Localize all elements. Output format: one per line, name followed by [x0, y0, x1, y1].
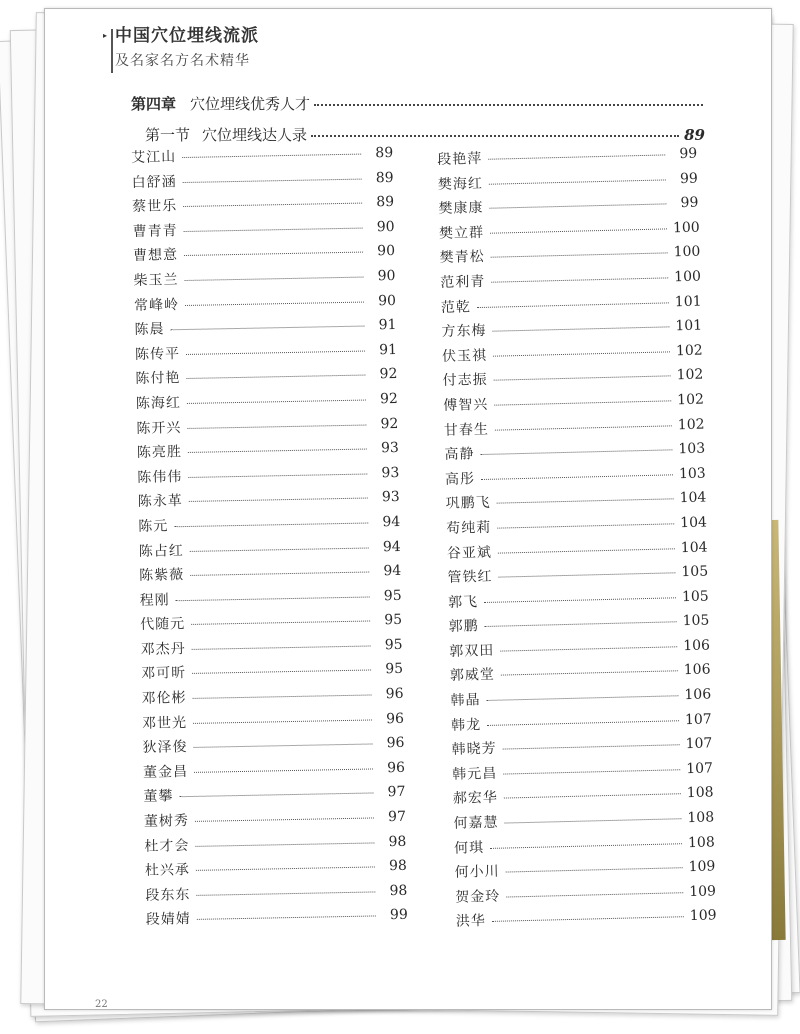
leader-dots [487, 720, 679, 726]
entry-name: 董树秀 [143, 813, 190, 830]
entry-page-number: 104 [680, 539, 708, 556]
leader-dots [193, 719, 372, 723]
leader-dots [192, 645, 371, 649]
entry-name: 陈晨 [134, 321, 165, 339]
entry-name: 傅智兴 [443, 396, 489, 414]
chapter-label: 第四章 [131, 95, 177, 113]
entry-name: 邓杰丹 [140, 640, 186, 658]
entry-name: 郭鹏 [448, 618, 479, 636]
entry-page-number: 97 [387, 808, 407, 826]
leader-dots [188, 473, 367, 477]
entry-name: 方东梅 [441, 323, 487, 341]
entry-name: 韩龙 [450, 716, 482, 734]
entry-name: 范乾 [440, 298, 472, 316]
leader-dots [183, 203, 362, 207]
leader-dots [176, 596, 370, 601]
entry-name: 甘春生 [443, 421, 490, 439]
entry-page-number: 103 [678, 465, 706, 482]
entry-page-number: 89 [375, 169, 394, 186]
entry-page-number: 103 [678, 440, 706, 458]
leader-dots [506, 892, 683, 897]
leader-dots [311, 135, 679, 137]
entry-name: 何小川 [454, 863, 500, 882]
leader-dots [489, 179, 666, 184]
leader-dots [187, 399, 366, 403]
entry-page-number: 98 [388, 833, 407, 850]
entry-page-number: 92 [379, 390, 399, 408]
chapter-title: 穴位埋线优秀人才 [190, 95, 311, 113]
entry-name: 邓世光 [141, 714, 188, 732]
entry-page-number: 93 [381, 489, 400, 506]
entry-page-number: 108 [687, 834, 715, 851]
leader-dots [481, 474, 673, 480]
entry-page-number: 98 [388, 858, 408, 875]
entry-name: 巩鹏飞 [445, 495, 491, 513]
entry-name: 韩元昌 [452, 765, 498, 783]
entry-name: 柴玉兰 [133, 272, 179, 289]
entry-name: 蔡世乐 [132, 198, 178, 216]
leader-dots [171, 326, 365, 331]
entry-name: 何琪 [453, 839, 485, 857]
entry-page-number: 96 [386, 735, 405, 752]
leader-dots [191, 621, 370, 625]
entry-name: 段东东 [145, 886, 191, 904]
entry-name: 郝宏华 [452, 790, 499, 808]
entry-page-number: 105 [681, 563, 709, 581]
entry-name: 陈开兴 [136, 419, 182, 437]
entry-page-number: 93 [380, 440, 399, 457]
entry-name: 苟纯莉 [446, 519, 492, 537]
leader-dots [498, 572, 675, 577]
leader-dots [506, 867, 683, 872]
entry-page-number: 96 [386, 710, 405, 727]
entry-name: 高静 [444, 446, 475, 464]
entry-page-number: 95 [384, 636, 403, 654]
leader-dots [493, 351, 670, 356]
leader-dots [184, 252, 363, 256]
entry-name: 常峰岭 [133, 296, 180, 314]
entry-name: 韩晶 [450, 692, 481, 709]
leader-dots [196, 891, 375, 895]
entry-name: 白舒涵 [131, 173, 177, 191]
leader-dots [503, 769, 680, 774]
entry-page-number: 92 [380, 415, 399, 432]
entry-name: 段艳萍 [437, 150, 483, 168]
leader-dots [497, 499, 674, 504]
entry-page-number: 106 [684, 686, 712, 704]
entry-name: 陈伟伟 [137, 468, 183, 486]
entry-page-number: 106 [683, 637, 711, 655]
leader-dots [192, 670, 371, 674]
leader-dots [501, 671, 678, 676]
leader-dots [314, 104, 703, 106]
page-number: 22 [95, 999, 108, 1010]
section-label: 第一节 [145, 126, 191, 144]
entry-page-number: 99 [679, 170, 698, 187]
running-header [103, 21, 259, 70]
section-title: 穴位埋线达人录 [202, 126, 308, 144]
entry-name: 何嘉慧 [453, 814, 499, 832]
entry-page-number: 104 [680, 514, 708, 532]
entry-name: 陈占红 [138, 542, 184, 560]
entry-page-number: 99 [680, 194, 699, 212]
entry-name: 范利青 [440, 273, 486, 291]
entry-name: 郭威堂 [449, 667, 496, 685]
entry-name: 陈元 [138, 518, 169, 535]
entry-name: 曹青青 [132, 222, 178, 240]
entry-page-number: 101 [674, 293, 702, 310]
leader-dots [497, 523, 674, 528]
entry-name: 邓伦彬 [141, 690, 187, 707]
leader-dots [193, 695, 372, 699]
header-marker-icon: ▸ [103, 31, 108, 40]
leader-dots [194, 744, 373, 748]
entry-page-number: 96 [385, 685, 404, 703]
entry-name: 伏玉祺 [441, 347, 488, 365]
entry-name: 艾江山 [131, 149, 177, 166]
entry-name: 陈紫薇 [139, 567, 185, 585]
entry-name: 陈永革 [137, 493, 183, 511]
entry-page-number: 91 [378, 341, 398, 359]
entry-name: 狄泽俊 [142, 739, 188, 757]
leader-dots [480, 449, 672, 455]
entry-page-number: 93 [381, 464, 400, 481]
entry-page-number: 100 [674, 268, 702, 286]
entry-name: 陈传平 [134, 345, 181, 363]
leader-dots [490, 843, 682, 849]
entry-page-number: 89 [375, 144, 394, 162]
entry-page-number: 105 [681, 588, 709, 605]
entry-page-number: 108 [687, 809, 715, 827]
entry-page-number: 92 [379, 366, 398, 383]
header-rule [111, 29, 113, 73]
entry-page-number: 94 [382, 513, 401, 531]
leader-dots [195, 842, 374, 846]
book-title: 中国穴位埋线流派 [115, 26, 259, 46]
toc-left-column [131, 142, 408, 934]
entry-page-number: 90 [378, 292, 397, 309]
entry-page-number: 99 [679, 145, 698, 163]
leader-dots [185, 277, 364, 281]
entry-name: 谷亚斌 [446, 544, 493, 562]
leader-dots [186, 375, 365, 379]
leader-dots [194, 768, 373, 772]
leader-dots [494, 400, 671, 405]
leader-dots [504, 794, 681, 799]
entry-page-number: 96 [386, 759, 406, 777]
toc-right-column [437, 143, 716, 936]
leader-dots [491, 277, 668, 282]
entry-page-number: 100 [673, 243, 701, 261]
entry-page-number: 97 [387, 784, 406, 801]
entry-name: 韩晓芳 [451, 740, 497, 759]
entry-page-number: 102 [676, 366, 704, 384]
leader-dots [489, 204, 666, 209]
leader-dots [182, 154, 361, 158]
entry-name: 贺金玲 [455, 888, 501, 906]
entry-page-number: 107 [685, 735, 713, 753]
entry-page-number: 99 [389, 907, 408, 924]
leader-dots [197, 916, 376, 920]
entry-page-number: 101 [675, 317, 703, 335]
entry-page-number: 94 [383, 562, 402, 580]
entry-page-number: 91 [378, 317, 397, 334]
entry-page-number: 90 [376, 218, 395, 236]
entry-name: 陈亮胜 [136, 444, 183, 462]
entry-page-number: 94 [382, 538, 401, 555]
entry-page-number: 102 [677, 391, 705, 409]
leader-dots [184, 227, 363, 231]
entry-page-number: 95 [383, 587, 402, 604]
toc-section-heading [145, 124, 705, 145]
leader-dots [183, 178, 362, 182]
entry-name: 管铁红 [447, 568, 493, 586]
leader-dots [484, 597, 676, 603]
leader-dots [195, 817, 374, 821]
entry-name: 樊康康 [438, 200, 484, 218]
entry-page-number: 104 [679, 489, 707, 507]
entry-name: 郭飞 [447, 593, 479, 611]
document-page [44, 8, 772, 1010]
entry-page-number: 106 [683, 661, 711, 679]
toc-entry [146, 904, 408, 934]
leader-dots [498, 548, 675, 553]
entry-page-number: 95 [384, 612, 403, 629]
leader-dots [494, 376, 671, 381]
leader-dots [485, 622, 677, 628]
leader-dots [486, 695, 678, 701]
entry-name: 程刚 [139, 592, 170, 609]
book-subtitle: 及名家名方名术精华 [115, 53, 250, 69]
entry-page-number: 109 [689, 907, 717, 925]
leader-dots [189, 498, 368, 502]
toc-chapter-heading [131, 93, 707, 114]
entry-page-number: 90 [377, 267, 396, 285]
entry-page-number: 108 [686, 784, 714, 802]
toc-entry [456, 905, 717, 936]
leader-dots [190, 572, 369, 576]
entry-name: 段婧婧 [145, 911, 191, 929]
leader-dots [504, 818, 681, 823]
entry-name: 高彤 [444, 470, 476, 488]
leader-dots [490, 228, 667, 233]
leader-dots [488, 154, 665, 159]
entry-page-number: 109 [689, 883, 717, 900]
leader-dots [186, 350, 365, 354]
entry-name: 邓可昕 [140, 665, 187, 683]
leader-dots [491, 253, 668, 258]
leader-dots [187, 424, 366, 428]
entry-name: 樊青松 [439, 249, 485, 267]
leader-dots [477, 302, 669, 308]
entry-name: 郭双田 [449, 642, 495, 660]
entry-name: 樊海红 [437, 175, 484, 193]
leader-dots [503, 745, 680, 750]
entry-name: 董攀 [143, 788, 174, 806]
entry-name: 付志振 [442, 372, 488, 390]
entry-name: 杜兴承 [144, 862, 191, 880]
leader-dots [492, 327, 669, 332]
entry-page-number: 102 [677, 416, 705, 433]
entry-page-number: 109 [688, 858, 716, 876]
leader-dots [185, 301, 364, 305]
leader-dots [500, 646, 677, 651]
entry-name: 董金昌 [142, 763, 189, 781]
entry-name: 代随元 [140, 616, 186, 634]
entry-name: 杜才会 [144, 837, 190, 855]
leader-dots [492, 917, 684, 923]
leader-dots [188, 449, 367, 453]
entry-name: 陈付艳 [135, 370, 181, 388]
leader-dots [196, 867, 375, 871]
entry-page-number: 107 [686, 760, 714, 777]
entry-page-number: 105 [682, 612, 710, 630]
entry-page-number: 90 [377, 243, 396, 260]
leader-dots [179, 793, 373, 798]
leader-dots [495, 425, 672, 430]
entry-page-number: 100 [672, 219, 700, 237]
leader-dots [174, 522, 368, 527]
entry-page-number: 98 [389, 882, 408, 899]
section-page-number: 89 [684, 126, 705, 144]
entry-name: 樊立群 [438, 224, 485, 242]
entry-name: 陈海红 [135, 395, 182, 412]
entry-page-number: 95 [385, 661, 404, 678]
entry-page-number: 102 [675, 342, 703, 359]
leader-dots [190, 547, 369, 551]
entry-name: 洪华 [455, 913, 487, 931]
entry-name: 曹想意 [132, 247, 179, 265]
entry-page-number: 89 [376, 194, 395, 211]
entry-page-number: 107 [684, 711, 712, 728]
